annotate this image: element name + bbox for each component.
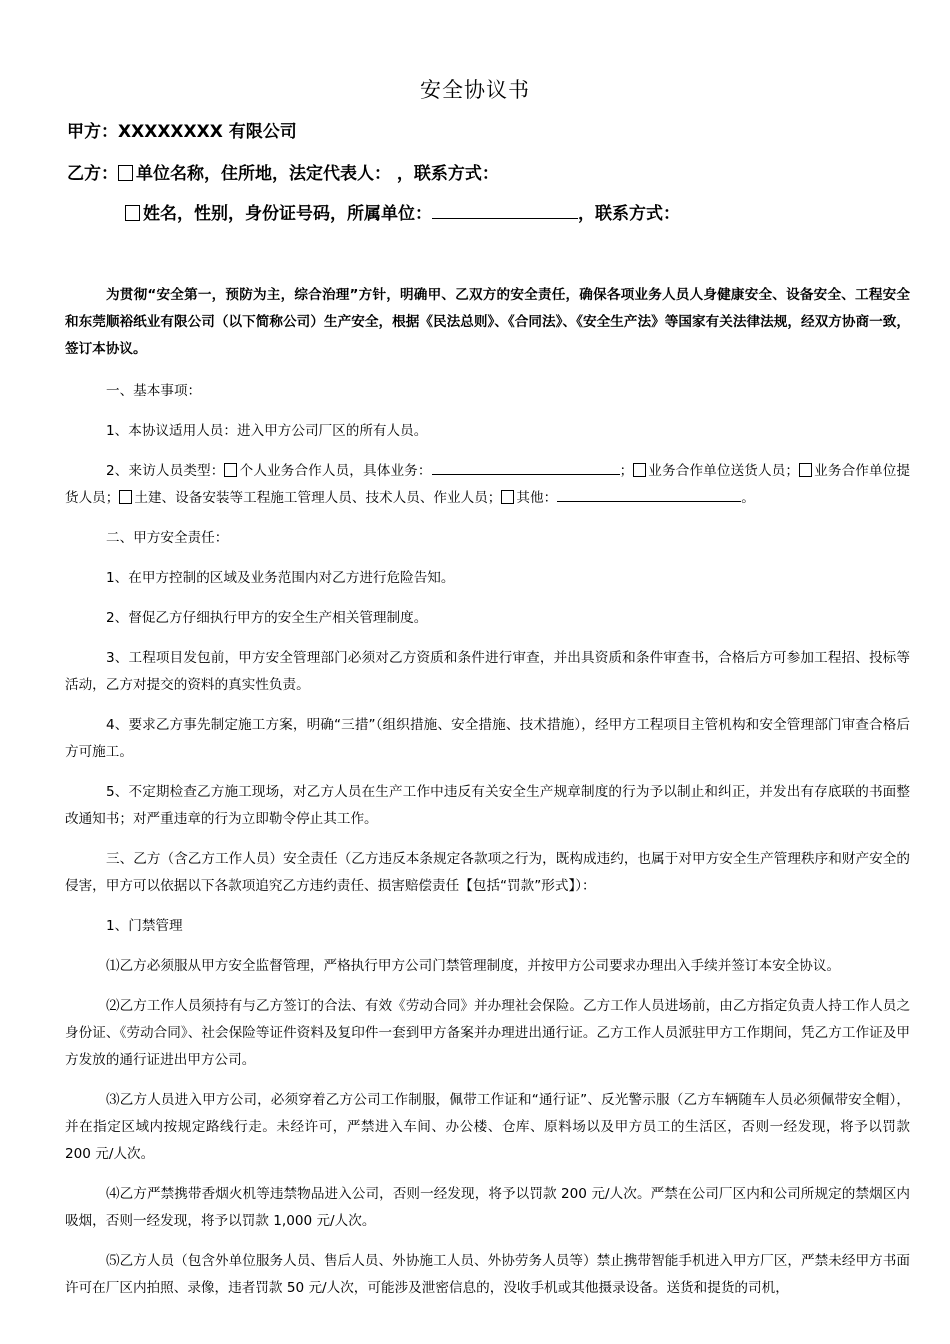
- intro-paragraph: 为贯彻“安全第一，预防为主，综合治理”方针，明确甲、乙双方的安全责任，确保各项业务人员人身健康安全、设备安全、工程安全和东莞顺裕纸业有限公司（以下简称公司）生产安全，根据《民法总则》、《合同法》、《安全生产法》等国家有关法律法规，经双方协商一致，签订本协议。: [65, 287, 910, 357]
- agreement-body: [65, 282, 910, 1315]
- checkbox-organization[interactable]: [118, 165, 133, 181]
- party-b-organization-fields: 单位名称，住所地，法定代表人： ，联系方式：: [136, 164, 499, 184]
- checkbox-pickup[interactable]: [799, 463, 812, 477]
- party-b-individual-line: [125, 199, 680, 224]
- checkbox-construction[interactable]: [119, 490, 132, 504]
- visitor-type-delivery: 业务合作单位送货人员；: [648, 463, 800, 479]
- affiliation-blank-field[interactable]: [432, 204, 578, 219]
- end-period: 。: [741, 490, 755, 506]
- visitor-type-pickup: 业务合作单位提货人员；: [65, 463, 911, 506]
- section-3-clause-3: ⑶乙方人员进入甲方公司，必须穿着乙方公司工作制服，佩带工作证和“通行证”、反光警示服（乙方车辆随车人员必须佩带安全帽），并在指定区域内按规定路线行走。未经许可，严禁进入车间、办公楼、仓库、原料场以及甲方员工的生活区，否则一经发现，将予以罚款 200 元/人次。: [65, 1092, 910, 1162]
- separator-text: ；: [619, 463, 634, 479]
- section-1-heading: 一、基本事项：: [106, 383, 202, 399]
- section-2-heading: 二、甲方安全责任：: [106, 530, 229, 546]
- section-1-item-1: 1、本协议适用人员：进入甲方公司厂区的所有人员。: [106, 423, 428, 439]
- section-2-item-2: 2、督促乙方仔细执行甲方的安全生产相关管理制度。: [106, 610, 428, 626]
- checkbox-other[interactable]: [501, 490, 514, 504]
- section-2-item-5: 5、不定期检查乙方施工现场，对乙方人员在生产工作中违反有关安全生产规章制度的行为予以制止和纠正，并发出有存底联的书面整改通知书；对严重违章的行为立即勒令停止其工作。: [65, 784, 910, 827]
- section-3-clause-2: ⑵乙方工作人员须持有与乙方签订的合法、有效《劳动合同》并办理社会保险。乙方工作人员进场前，由乙方指定负责人持工作人员之身份证、《劳动合同》、社会保险等证件资料及复印件一套到甲方备案并办理进出通行证。乙方工作人员派驻甲方工作期间，凭乙方工作证及甲方发放的通行证进出甲方公司。: [65, 998, 910, 1068]
- section-2-item-3: 3、工程项目发包前，甲方安全管理部门必须对乙方资质和条件进行审查，并出具资质和条件审查书，合格后方可参加工程招、投标等活动，乙方对提交的资料的真实性负责。: [65, 650, 910, 693]
- section-3-sub-1: 1、门禁管理: [106, 918, 183, 934]
- checkbox-individual-partner[interactable]: [224, 463, 237, 477]
- section-1-item-2: [65, 458, 910, 512]
- party-b-contact-label: ，联系方式：: [578, 204, 680, 224]
- visitor-type-construction: 土建、设备安装等工程施工管理人员、技术人员、作业人员；: [134, 490, 502, 506]
- document-title: 安全协议书: [420, 78, 530, 102]
- other-blank-field[interactable]: [557, 487, 741, 502]
- section-3-clause-4: ⑷乙方严禁携带香烟火机等违禁物品进入公司，否则一经发现，将予以罚款 200 元/人次。严禁在公司厂区内和公司所规定的禁烟区内吸烟，否则一经发现，将予以罚款 1,000 元/人次。: [65, 1186, 910, 1229]
- party-a-line: 甲方：XXXXXXXX 有限公司: [67, 122, 297, 142]
- checkbox-individual[interactable]: [125, 205, 140, 221]
- section-2-item-1: 1、在甲方控制的区域及业务范围内对乙方进行危险告知。: [106, 570, 455, 586]
- section-2-item-4: 4、要求乙方事先制定施工方案，明确“三措”（组织措施、安全措施、技术措施），经甲方工程项目主管机构和安全管理部门审查合格后方可施工。: [65, 717, 910, 760]
- party-b-label: 乙方：: [67, 164, 118, 184]
- section-3-heading: 三、乙方（含乙方工作人员）安全责任（乙方违反本条规定各款项之行为，既构成违约，也属于对甲方安全生产管理秩序和财产安全的侵害，甲方可以依据以下各款项追究乙方违约责任、损害赔偿责任【包括“罚款”形式】）：: [65, 851, 910, 894]
- business-blank-field[interactable]: [432, 460, 620, 475]
- checkbox-delivery[interactable]: [633, 463, 646, 477]
- section-3-clause-5: ⑸乙方人员（包含外单位服务人员、售后人员、外协施工人员、外协劳务人员等）禁止携带智能手机进入甲方厂区，严禁未经甲方书面许可在厂区内拍照、录像，违者罚款 50 元/人次，可能涉及泄密信息的，没收手机或其他摄录设备。送货和提货的司机，: [65, 1253, 910, 1296]
- visitor-type-other: 其他：: [516, 490, 558, 506]
- visitor-type-label: 2、来访人员类型：: [106, 463, 225, 479]
- party-b-line: [67, 159, 499, 184]
- visitor-type-individual: 个人业务合作人员，具体业务：: [239, 463, 432, 479]
- party-b-individual-fields: 姓名，性别，身份证号码，所属单位：: [143, 204, 432, 224]
- section-3-clause-1: ⑴乙方必须服从甲方安全监督管理，严格执行甲方公司门禁管理制度，并按甲方公司要求办理出入手续并签订本安全协议。: [106, 958, 841, 974]
